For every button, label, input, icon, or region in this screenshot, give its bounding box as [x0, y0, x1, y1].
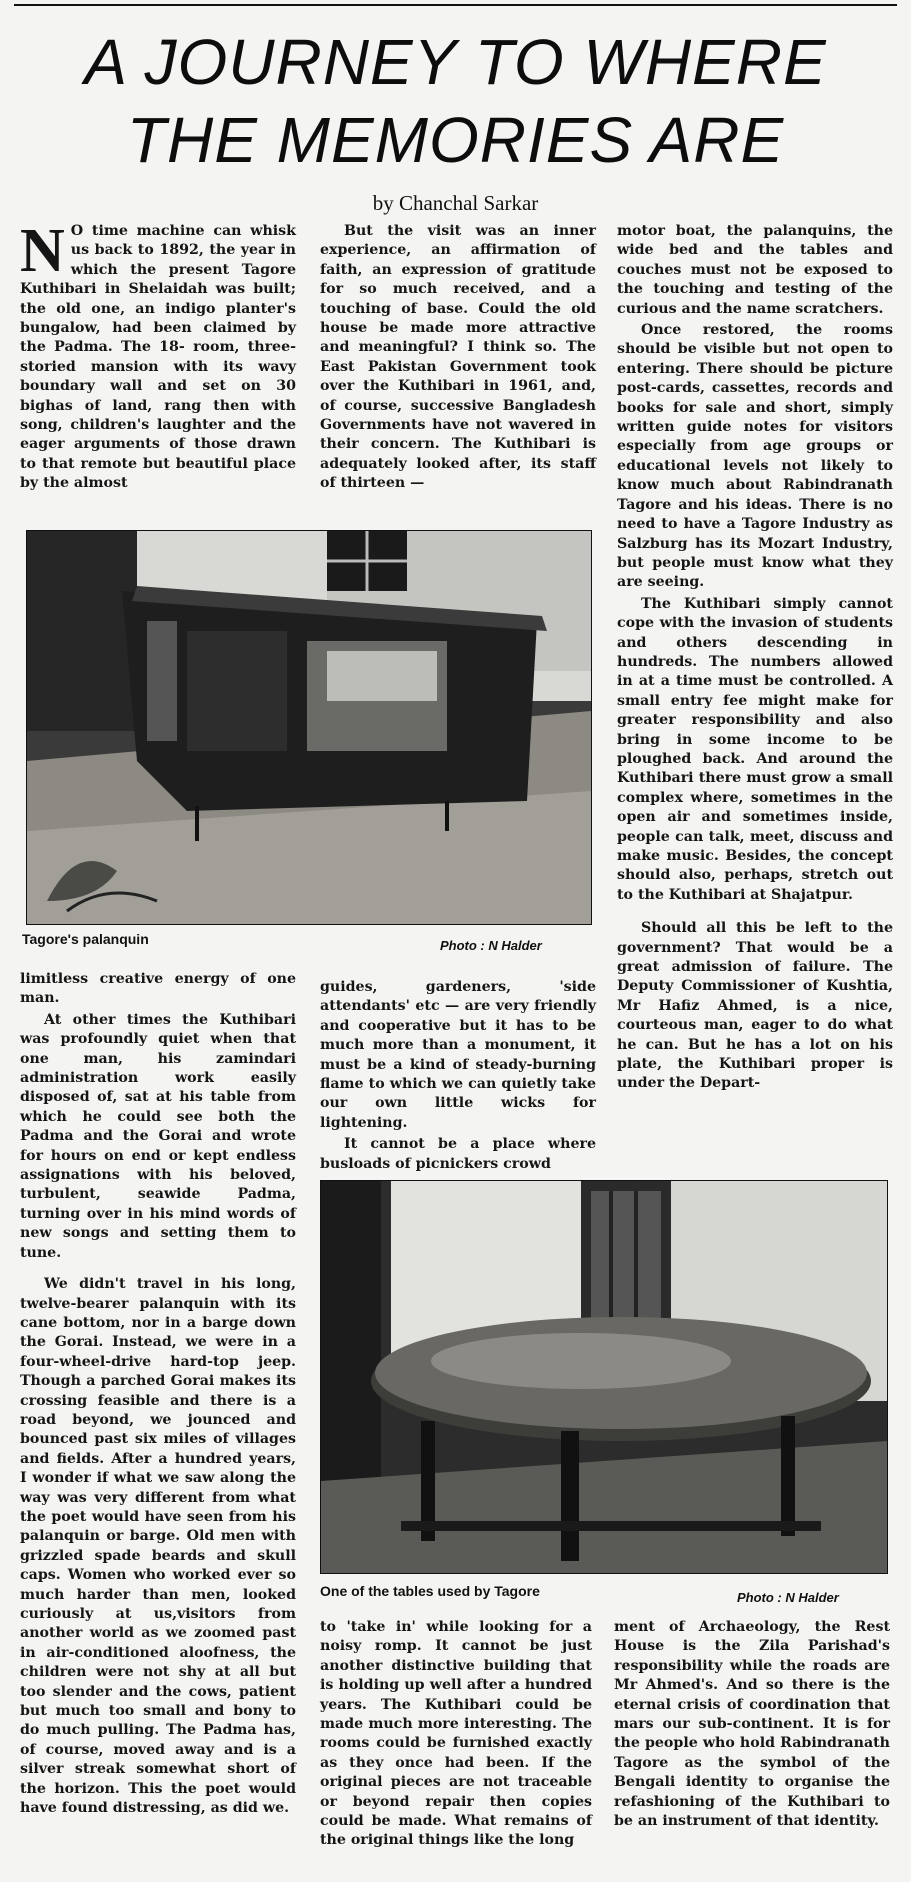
table-credit: Photo : N Halder	[737, 1590, 839, 1605]
palanquin-photo	[26, 530, 592, 925]
column-2-middle	[320, 978, 596, 1174]
paragraph: But the visit was an inner experience, an affirmation of faith, an expression of gratitude for so much received, and a touching of base. Could the old house be made more attractive and meaningful? I think so. The East Pakistan Government took over the Kuthibari in 1961, and, of course, successive Bangladesh Governments have not wavered in their concern. The Kuthibari is adequately looked after, its staff of thirteen —	[320, 223, 596, 492]
column-2-top	[320, 222, 596, 494]
paragraph: motor boat, the palanquins, the wide bed and the tables and couches must not be exposed to the touching and testing of the curious and the name scratchers.	[617, 223, 893, 317]
column-1-top	[20, 217, 296, 494]
paragraph: limitless creative energy of one man.	[20, 971, 296, 1007]
table-photo	[320, 1180, 888, 1574]
paragraph: It cannot be a place where busloads of picnickers crowd	[320, 1136, 596, 1172]
paragraph: At other times the Kuthibari was profoundly quiet when that one man, his zamindari administration work easily disposed of, sat at his table from which he could see both the Padma and the Gorai and wrote for hours on end or kept endless assignations with his beloved, turbulent, seawide Padma, turning over in his mind words of new songs and setting them to tune.	[20, 1011, 296, 1261]
headline-line-1: A JOURNEY TO WHERE	[84, 26, 827, 98]
table-image	[321, 1181, 887, 1573]
paragraph: ment of Archaeology, the Rest House is the Zila Parishad's responsibility while the roads are Mr Ahmed's. And so there is the eternal crisis of coordination that mars our sub-continent. It is for the people who hold Rabindranath Tagore as the symbol of the Bengali identity to organise the refashioning of the Kuthibari to be an instrument of that identity.	[614, 1619, 890, 1830]
paragraph: to 'take in' while looking for a noisy romp. It cannot be just another distinctive building that is holding up well after a hundred years. The Kuthibari could be made much more interesting. The rooms could be furnished exactly as they once had been. If the original pieces are not traceable or beyond repair then copies could be made. What remains of the original things like the long	[320, 1619, 592, 1849]
byline: by Chanchal Sarkar	[372, 191, 539, 215]
paragraph: We didn't travel in his long, twelve-bearer palanquin with its cane bottom, nor in a barge down the Gorai. Instead, we were in a four-wheel-drive hard-top jeep. Though a parched Gorai makes its crossing feasible and there is a road beyond, we jounced and bounced past six miles of villages and fields. After a hundred years, I wonder if what we saw along the way was very different from what the poet would have seen from his palanquin or barge. Old men with grizzled spade beards and skull caps. Women who worked ever so much harder than men, looked curiously at us,visitors from another world as we zoomed past in air-conditioned aloofness, the children were not shy at all but too slender and the cows, patient but much too small and bony to do much pulling. The Padma has, of course, moved away and is a silver streak somewhat short of the horizon. This the poet would have found distressing, as did we.	[20, 1276, 296, 1817]
column-1-bottom	[20, 970, 296, 1818]
paragraph: Once restored, the rooms should be visible but not open to entering. There should be picture post-cards, cassettes, records and books for sale and short, simply written guide notes for visitors especially from age groups or educational levels not likely to know much about Rabindranath Tagore and his ideas. There is no need to have a Tagore Industry as Salzburg has its Mozart Industry, but people must know what they are seeing.	[617, 322, 893, 591]
table-caption: One of the tables used by Tagore	[320, 1583, 540, 1599]
paragraph: The Kuthibari simply cannot cope with the invasion of students and others descending in hundreds. The numbers allowed in at a time must be controlled. A small entry fee might make for greater responsibility and also bring in some income to be ploughed back. And around the Kuthibari there must grow a small complex where, sometimes in the open air and sometimes inside, people can talk, meet, discuss and make music. Besides, the concept should also, perhaps, stretch out to the Kuthibari at Shajatpur.	[617, 595, 893, 903]
top-rule	[14, 4, 897, 6]
palanquin-image	[27, 531, 591, 924]
palanquin-credit: Photo : N Halder	[440, 938, 542, 953]
column-2-bottom	[320, 1618, 592, 1851]
column-3	[617, 222, 893, 1094]
palanquin-caption: Tagore's palanquin	[22, 931, 149, 947]
column-3-bottom	[614, 1618, 890, 1831]
drop-cap: N	[20, 217, 65, 285]
paragraph: guides, gardeners, 'side attendants' etc — are very friendly and cooperative but it has to be much more than a monument, it must be a kind of steady-burning flame to which we can quietly take our own little wicks for lightening.	[320, 979, 596, 1131]
headline-line-2: THE MEMORIES ARE	[126, 104, 785, 176]
paragraph: O time machine can whisk us back to 1892, the year in which the present Tagore Kuthibari in Shelaidah was built; the old one, an indigo planter's bungalow, had been claimed by the Padma. The 18- room, three-storied mansion with its wavy boundary wall and set on 30 bighas of land, rang then with song, children's laughter and the eager arguments of those drawn to that remote but beautiful place by the almost	[20, 223, 296, 492]
paragraph: Should all this be left to the government? That would be a great admission of failure. The Deputy Commissioner of Kushtia, Mr Hafiz Ahmed, is a nice, courteous man, eager to do what he can. But he has a lot on his plate, the Kuthibari proper is under the Depart-	[617, 920, 893, 1092]
